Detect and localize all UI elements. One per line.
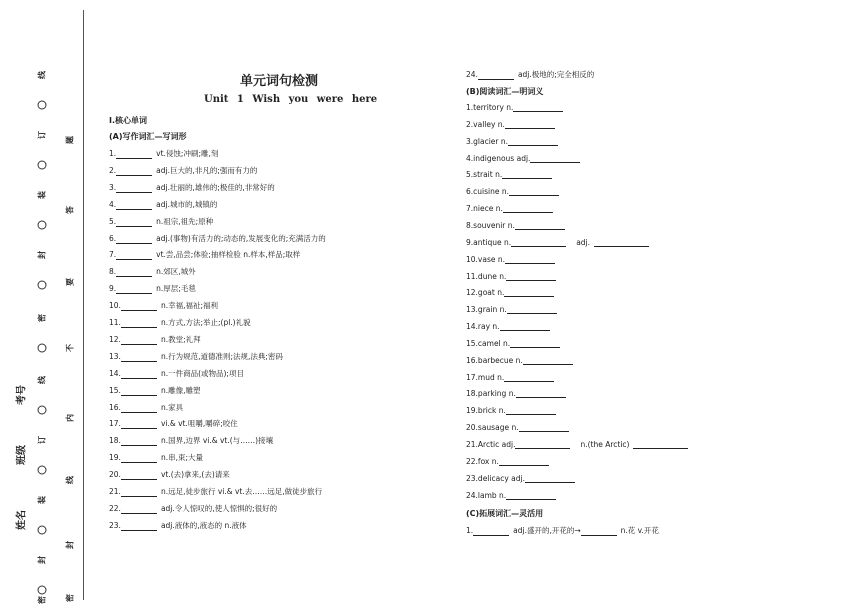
margin-note-char: 内 — [64, 414, 75, 422]
margin-seal-char: 装 — [36, 191, 47, 199]
core-word-item — [109, 469, 230, 480]
answer-blank[interactable] — [116, 268, 152, 277]
answer-blank[interactable] — [523, 356, 573, 365]
item-definition: n.远足,徒步旅行 vi.& vt.去……远足,做徒步旅行 — [160, 487, 323, 496]
answer-blank[interactable] — [116, 150, 152, 159]
item-word: 3.glacier n. — [466, 136, 509, 146]
margin-seal-char: 线 — [36, 376, 47, 384]
item-definition: vi.& vt.咀嚼,嚼碎;咬住 — [160, 419, 238, 429]
core-word-item — [109, 317, 251, 328]
item-word: 19.brick n. — [466, 406, 506, 416]
extended-item-1 — [466, 525, 659, 536]
margin-seal-char: 封 — [36, 251, 47, 259]
reading-word-item — [466, 406, 560, 415]
answer-blank[interactable] — [121, 353, 157, 362]
item-number: 15. — [109, 385, 121, 395]
reading-word-item — [466, 255, 559, 264]
item-number: 11. — [109, 318, 121, 327]
answer-blank[interactable] — [506, 491, 556, 500]
reading-word-item — [466, 339, 564, 348]
item-word: 20.sausage n. — [466, 423, 519, 433]
item-definition: n.教堂;礼拜 — [160, 334, 201, 344]
item-definition: vt.(去)拿来,(去)请来 — [160, 470, 230, 480]
reading-word-item — [466, 389, 570, 398]
answer-blank[interactable] — [121, 387, 157, 396]
item-number: 3. — [109, 182, 117, 192]
margin-seal-char: 订 — [36, 131, 47, 139]
reading-word-item — [466, 305, 561, 314]
item-number: 20. — [109, 470, 121, 480]
answer-blank[interactable] — [121, 370, 157, 379]
core-word-item — [109, 249, 300, 260]
item-number: 5. — [109, 216, 117, 226]
answer-blank[interactable] — [499, 457, 549, 466]
core-word-item — [109, 148, 218, 159]
item-definition: n.幸福,福祉;福利 — [160, 301, 218, 311]
core-word-item — [109, 402, 183, 413]
reading-word-item — [466, 440, 692, 449]
item-definition: n.花 v.开花 — [620, 526, 659, 535]
item-word: 5.strait n. — [466, 170, 503, 180]
margin-note-char: 密 — [64, 594, 75, 602]
item-word: 18.parking n. — [466, 389, 516, 399]
answer-blank[interactable] — [504, 373, 554, 382]
item-number: 22. — [109, 503, 121, 513]
answer-blank[interactable] — [510, 339, 560, 348]
item-word: 9.antique n. — [466, 237, 512, 247]
answer-blank[interactable] — [581, 527, 617, 536]
unit-subtitle: Unit 1 Wish you were here — [204, 94, 378, 105]
item-definition: adj.令人惊叹的,使人惊惧的;很好的 — [160, 503, 278, 513]
answer-blank[interactable] — [511, 238, 566, 247]
item-number: 4. — [109, 199, 117, 209]
reading-word-item — [466, 288, 558, 297]
answer-blank[interactable] — [116, 184, 152, 193]
item-number: 8. — [109, 267, 117, 277]
reading-word-item — [466, 103, 567, 112]
item-number: 16. — [109, 402, 121, 412]
item-word: 13.grain n. — [466, 305, 507, 315]
item-word: 14.ray n. — [466, 322, 500, 332]
answer-blank[interactable] — [519, 423, 569, 432]
answer-blank[interactable] — [121, 471, 157, 480]
answer-blank[interactable] — [504, 288, 554, 297]
subsection-reading-vocab: (B)阅读词汇—明词义 — [466, 87, 544, 96]
core-word-item — [109, 283, 196, 294]
item-definition: adj.盛开的,开花的→ — [513, 526, 581, 535]
item-word: 24.lamb n. — [466, 490, 507, 500]
answer-blank[interactable] — [116, 235, 152, 244]
margin-seal-char: 封 — [36, 556, 47, 564]
item-word: 16.barbecue n. — [466, 355, 523, 365]
margin-seal-char: 订 — [36, 436, 47, 444]
item-number: 10. — [109, 301, 121, 311]
answer-blank[interactable] — [116, 251, 152, 260]
reading-word-item — [466, 474, 579, 483]
answer-blank[interactable] — [116, 167, 152, 176]
item-word: 6.cuisine n. — [466, 187, 509, 197]
reading-word-item — [466, 120, 559, 129]
binding-hole-icon — [38, 466, 47, 475]
item-definition: n.厚层;毛毯 — [156, 284, 196, 294]
core-word-item — [109, 368, 244, 379]
answer-blank[interactable] — [116, 201, 152, 210]
binding-hole-icon — [38, 101, 47, 110]
item-word: 11.dune n. — [466, 271, 507, 281]
answer-blank[interactable] — [633, 440, 688, 449]
answer-blank[interactable] — [594, 238, 649, 247]
core-word-item — [109, 486, 322, 497]
core-word-item — [109, 233, 326, 244]
answer-blank[interactable] — [513, 103, 563, 112]
answer-blank[interactable] — [478, 71, 514, 80]
core-word-item — [109, 503, 277, 514]
answer-blank[interactable] — [506, 406, 556, 415]
margin-note-char: 线 — [64, 476, 75, 484]
item-definition: n.方式,方法;举止;(pl.)礼貌 — [160, 318, 251, 327]
item-word: 21.Arctic adj. — [466, 440, 516, 449]
answer-blank[interactable] — [525, 474, 575, 483]
answer-blank[interactable] — [530, 154, 580, 163]
reading-word-item — [466, 423, 573, 432]
item-number: 18. — [109, 436, 121, 446]
answer-blank[interactable] — [121, 404, 157, 413]
item-definition: adj.巨大的,非凡的;强而有力的 — [156, 165, 258, 175]
item-number: 21. — [109, 487, 121, 496]
answer-blank[interactable] — [121, 488, 157, 497]
binding-hole-icon — [38, 406, 47, 415]
core-word-item — [109, 351, 283, 362]
answer-blank[interactable] — [121, 505, 157, 514]
item-definition: n.家具 — [160, 402, 184, 412]
core-word-item — [109, 452, 203, 463]
item-number: 23. — [109, 520, 121, 530]
answer-blank[interactable] — [515, 440, 570, 449]
answer-blank[interactable] — [121, 454, 157, 463]
answer-blank[interactable] — [116, 218, 152, 227]
answer-blank[interactable] — [506, 272, 556, 281]
item-definition: n.串,束;大量 — [160, 453, 203, 463]
item-number: 7. — [109, 250, 117, 260]
reading-word-item — [466, 322, 554, 331]
item-number: 6. — [109, 233, 117, 243]
margin-seal-char: 密 — [36, 314, 47, 322]
item-number: 17. — [109, 419, 121, 429]
margin-seal-char: 线 — [36, 71, 47, 79]
item-definition: adj.(事物)有活力的;动态的,发展变化的;充满活力的 — [156, 233, 326, 243]
item-word: 7.niece n. — [466, 204, 503, 214]
field-name: 姓名 — [16, 510, 28, 530]
answer-blank[interactable] — [121, 336, 157, 345]
item-number: 9. — [109, 284, 117, 294]
margin-seal-char: 密 — [36, 596, 47, 604]
core-word-item — [109, 334, 201, 345]
reading-word-item — [466, 187, 563, 196]
answer-blank[interactable] — [505, 255, 555, 264]
reading-word-item — [466, 356, 577, 365]
answer-blank[interactable] — [508, 137, 558, 146]
binding-hole-icon — [38, 161, 47, 170]
subsection-extended-vocab: (C)拓展词汇—灵活用 — [466, 509, 544, 518]
answer-blank[interactable] — [516, 389, 566, 398]
core-word-item — [109, 435, 273, 446]
core-word-item — [109, 418, 238, 429]
answer-blank[interactable] — [121, 437, 157, 446]
margin-note-char: 不 — [64, 344, 75, 352]
reading-word-item — [466, 154, 584, 163]
item-word: 8.souvenir n. — [466, 220, 515, 230]
answer-blank[interactable] — [507, 305, 557, 314]
core-word-item — [109, 216, 213, 227]
reading-word-item — [466, 373, 558, 382]
core-word-item — [109, 199, 217, 210]
item-word: 10.vase n. — [466, 254, 506, 264]
answer-blank[interactable] — [121, 319, 157, 328]
reading-word-item — [466, 204, 557, 213]
item-word: 22.fox n. — [466, 456, 499, 466]
binding-line — [83, 10, 84, 600]
core-word-item — [109, 182, 275, 193]
item-definition: adj.极地的;完全相反的 — [517, 70, 595, 79]
item-definition: adj.液体的,液态的 n.液体 — [160, 520, 247, 530]
margin-note-char: 答 — [64, 206, 75, 214]
item-definition: n.一件商品(或物品);项目 — [160, 368, 244, 378]
answer-blank[interactable] — [121, 302, 157, 311]
item-number: 19. — [109, 453, 121, 463]
item-number: 1. — [109, 149, 117, 158]
item-word: adj. — [576, 237, 591, 247]
field-exam-number: 考号 — [16, 385, 28, 405]
reading-word-item — [466, 170, 556, 179]
item-definition: n.祖宗,祖先;原种 — [156, 216, 214, 226]
item-number: 2. — [109, 165, 117, 175]
binding-hole-icon — [38, 586, 47, 595]
item-number: 12. — [109, 334, 121, 344]
answer-blank[interactable] — [509, 187, 559, 196]
item-definition: n.行为规范,道德准则;法规,法典;密码 — [160, 351, 283, 361]
subsection-writing-vocab: (A)写作词汇—写词形 — [109, 132, 187, 141]
item-number: 14. — [109, 368, 121, 378]
item-word: 2.valley n. — [466, 119, 505, 129]
reading-word-item — [466, 272, 560, 281]
answer-blank[interactable] — [121, 420, 157, 429]
margin-seal-char: 装 — [36, 496, 47, 504]
reading-word-item — [466, 238, 653, 247]
item-number: 13. — [109, 351, 121, 361]
reading-word-item — [466, 457, 553, 466]
core-word-item — [109, 266, 196, 277]
page-title: 单元词句检测 — [240, 74, 319, 89]
reading-word-item — [466, 491, 560, 500]
core-word-item — [109, 300, 218, 311]
core-word-item — [109, 520, 247, 531]
item-definition: n.雕像,雕塑 — [160, 385, 201, 395]
item-definition: adj.城市的,城镇的 — [156, 199, 218, 209]
binding-hole-icon — [38, 344, 47, 353]
item-word: 4.indigenous adj. — [466, 153, 531, 163]
item-word: 12.goat n. — [466, 288, 505, 298]
core-word-item — [109, 165, 257, 176]
item-24 — [466, 69, 594, 80]
item-word: 15.camel n. — [466, 338, 511, 348]
reading-word-item — [466, 137, 562, 146]
binding-hole-icon — [38, 281, 47, 290]
answer-blank[interactable] — [121, 522, 157, 531]
section-heading-core-words: Ⅰ.核心单词 — [109, 116, 148, 125]
binding-hole-icon — [38, 526, 47, 535]
item-number: 24. — [466, 70, 478, 79]
item-definition: n.郊区,城外 — [156, 267, 196, 277]
answer-blank[interactable] — [500, 322, 550, 331]
item-word: 23.delicacy adj. — [466, 473, 525, 483]
item-number: 1. — [466, 526, 474, 535]
answer-blank[interactable] — [473, 527, 509, 536]
answer-blank[interactable] — [515, 221, 565, 230]
item-definition: vt.尝,品尝;体验;抽样检验 n.样本,样品;取样 — [156, 250, 301, 260]
margin-note-char: 封 — [64, 541, 75, 549]
core-word-item — [109, 385, 200, 396]
field-class: 班级 — [16, 445, 28, 465]
answer-blank[interactable] — [503, 204, 553, 213]
binding-hole-icon — [38, 221, 47, 230]
item-definition: adj.壮丽的,雄伟的;极佳的,非常好的 — [156, 182, 275, 192]
margin-note-char: 要 — [64, 278, 75, 286]
item-word: 17.mud n. — [466, 372, 505, 382]
item-word: n.(the Arctic) — [580, 440, 630, 449]
answer-blank[interactable] — [502, 170, 552, 179]
item-definition: vt.侵蚀;冲刷;雕,刻 — [156, 149, 219, 158]
margin-note-char: 题 — [64, 136, 75, 144]
reading-word-item — [466, 221, 569, 230]
binding-margin — [0, 0, 92, 608]
item-word: 1.territory n. — [466, 103, 514, 112]
answer-blank[interactable] — [116, 285, 152, 294]
item-definition: n.国界,边界 vi.& vt.(与……)接壤 — [160, 436, 274, 446]
answer-blank[interactable] — [505, 120, 555, 129]
